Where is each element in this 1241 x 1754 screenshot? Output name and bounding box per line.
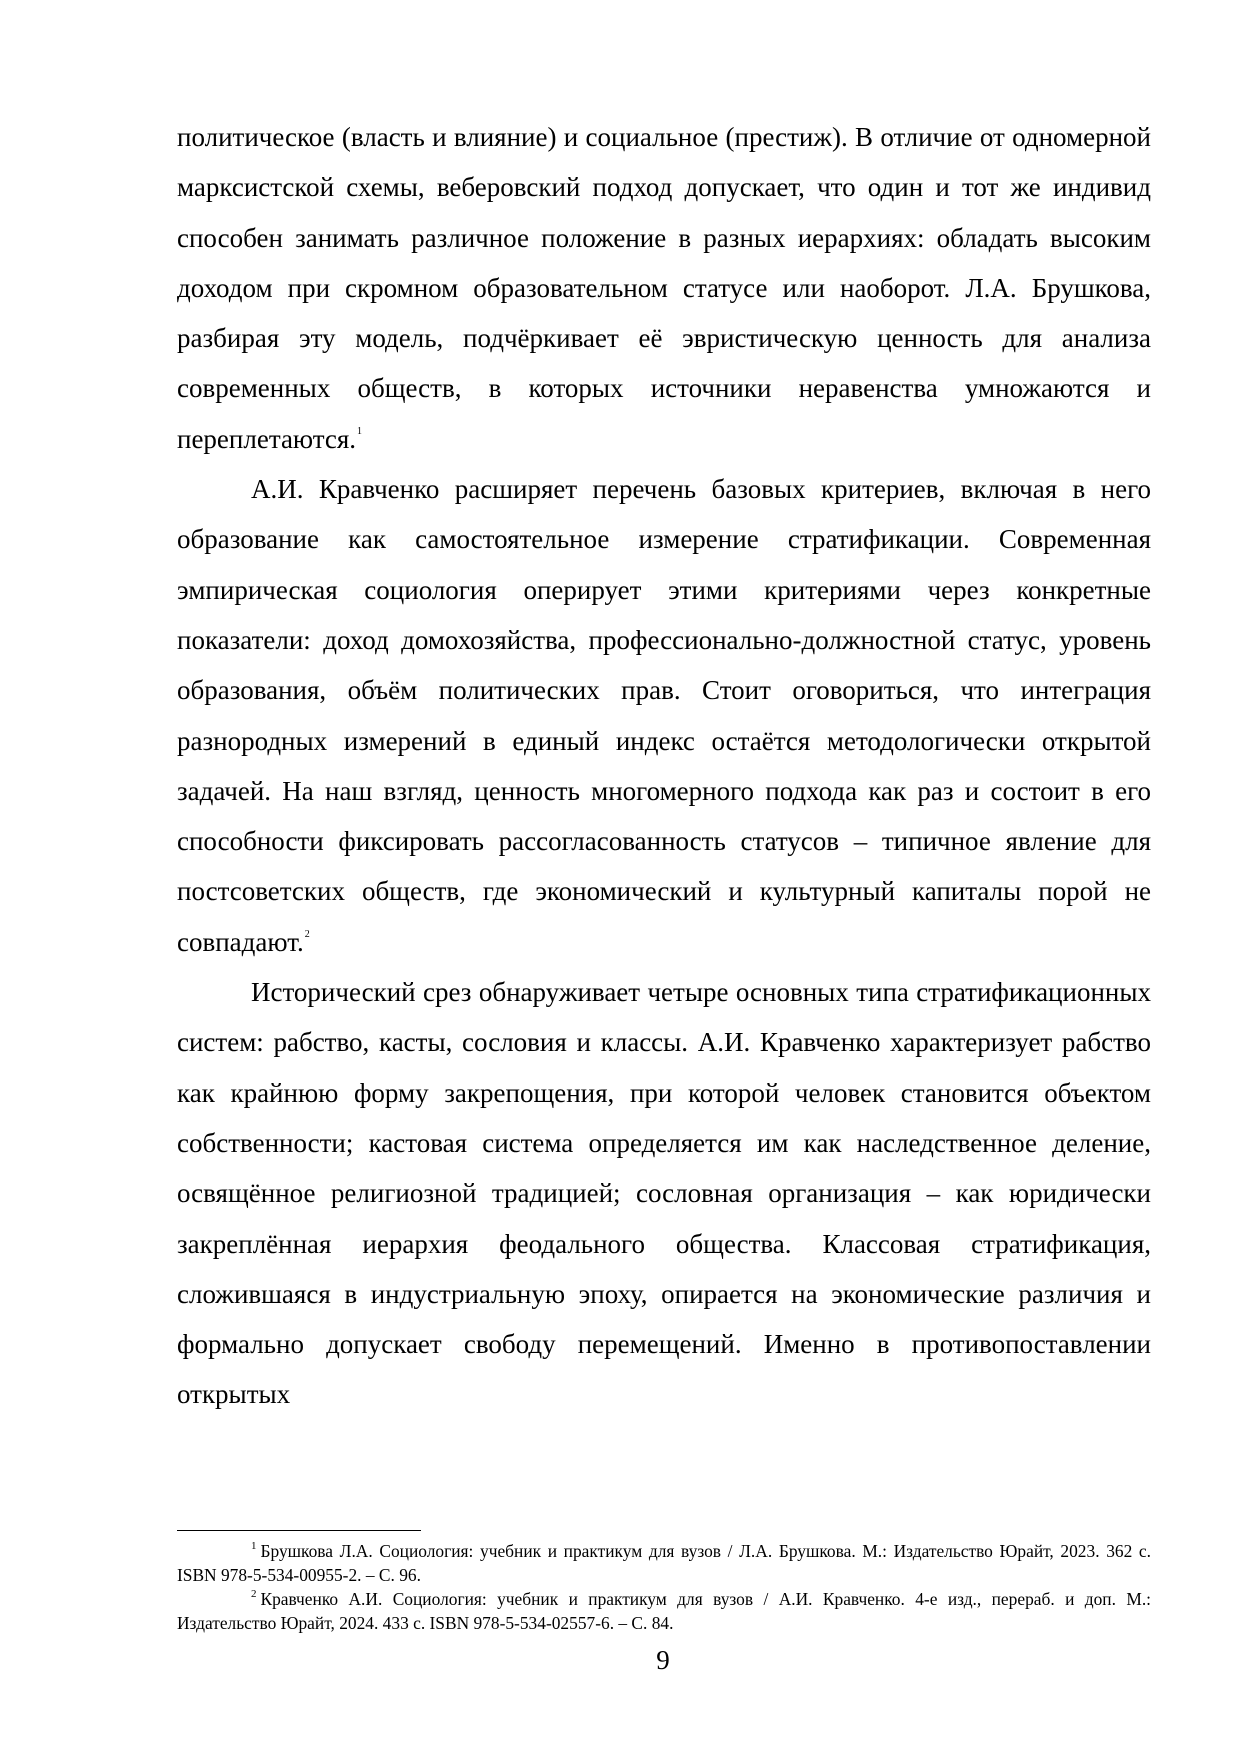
footnote-1-number: 1: [251, 1540, 257, 1553]
body-text: [177, 112, 1151, 1420]
paragraph-1: [177, 112, 1151, 464]
paragraph-2: [177, 464, 1151, 967]
paragraph-1-text: политическое (власть и влияние) и социальное (престиж). В отличие от одномерной марксистской схемы, веберовский подход допускает, что один и тот же индивид способен занимать различное положение в разных иерархиях: обладать высоким доходом при скромном образовательном статусе или наоборот. Л.А. Брушкова, разбирая эту модель, подчёркивает её эвристическую ценность для анализа современных обществ, в которых источники неравенства умножаются и переплетаются.: [177, 122, 1151, 454]
paragraph-2-text: А.И. Кравченко расширяет перечень базовых критериев, включая в него образование как самостоятельное измерение стратификации. Современная эмпирическая социология оперирует этими критериями через конкретные показатели: доход домохозяйства, профессионально-должностной статус, уровень образования, объём политических прав. Стоит оговориться, что интеграция разнородных измерений в единый индекс остаётся методологически открытой задачей. На наш взгляд, ценность многомерного подхода как раз и состоит в его способности фиксировать рассогласованность статусов – типичное явление для постсоветских обществ, где экономический и культурный капиталы порой не совпадают.: [177, 474, 1151, 957]
page-number: 9: [656, 1645, 670, 1675]
footnote-2-text: Кравченко А.И. Социология: учебник и практикум для вузов / А.И. Кравченко. 4-е изд., перераб. и доп. М.: Издательство Юрайт, 2024. 433 с. ISBN 978-5-534-02557-6. – С. 84.: [177, 1589, 1151, 1633]
footnote-ref-2[interactable]: 2: [304, 928, 310, 940]
footnote-2-number: 2: [251, 1588, 257, 1601]
footnote-1-text: Брушкова Л.А. Социология: учебник и практикум для вузов / Л.А. Брушкова. М.: Издательство Юрайт, 2023. 362 с. ISBN 978-5-534-00955-2. – С. 96.: [177, 1541, 1151, 1585]
footnote-2: [177, 1587, 1151, 1635]
paragraph-3: [177, 967, 1151, 1420]
footnotes: [177, 1539, 1151, 1635]
footnote-1: [177, 1539, 1151, 1587]
paragraph-3-text: Исторический срез обнаруживает четыре основных типа стратификационных систем: рабство, касты, сословия и классы. А.И. Кравченко характеризует рабство как крайнюю форму закрепощения, при которой человек становится объектом собственности; кастовая система определяется им как наследственное деление, освящённое религиозной традицией; сословная организация – как юридически закреплённая иерархия феодального общества. Классовая стратификация, сложившаяся в индустриальную эпоху, опирается на экономические различия и формально допускает свободу перемещений. Именно в противопоставлении открытых: [177, 977, 1151, 1410]
footnote-ref-1[interactable]: 1: [357, 425, 363, 437]
footnote-separator: [177, 1530, 421, 1531]
